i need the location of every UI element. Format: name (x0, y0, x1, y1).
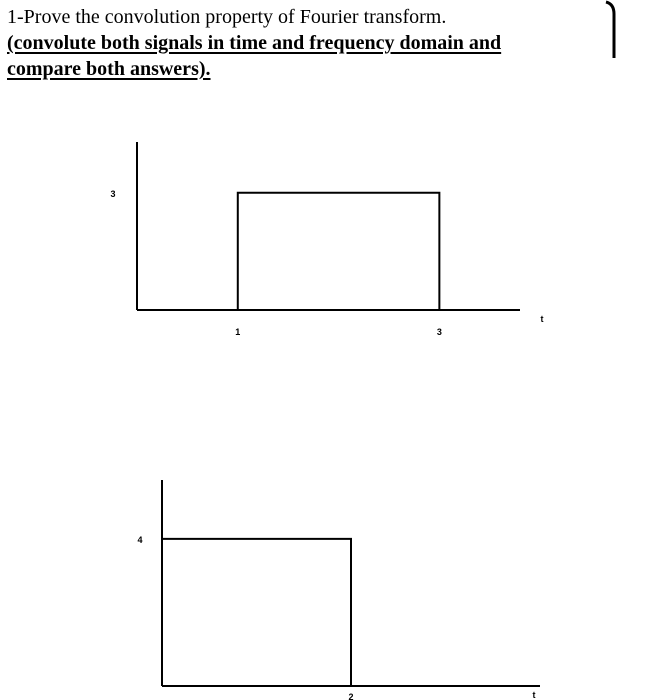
question-instruction-line-2: compare both answers). (7, 58, 211, 80)
x-tick-label: 2 (348, 692, 354, 700)
x-axis-label: t (532, 690, 536, 700)
signal-plot-1 (110, 142, 543, 337)
signal-trace (137, 193, 520, 310)
question-instruction-line-1: (convolute both signals in time and frequency domain and (7, 32, 502, 54)
y-tick-label: 3 (110, 188, 116, 199)
question-title: 1-Prove the convolution property of Fourier transform. (7, 6, 447, 28)
signal-trace (162, 539, 540, 686)
y-tick-label: 4 (137, 534, 143, 545)
x-tick-label: 3 (436, 327, 442, 337)
x-tick-label: 1 (235, 327, 241, 337)
x-axis-label: t (540, 314, 544, 324)
signal-plot-2 (137, 480, 540, 700)
